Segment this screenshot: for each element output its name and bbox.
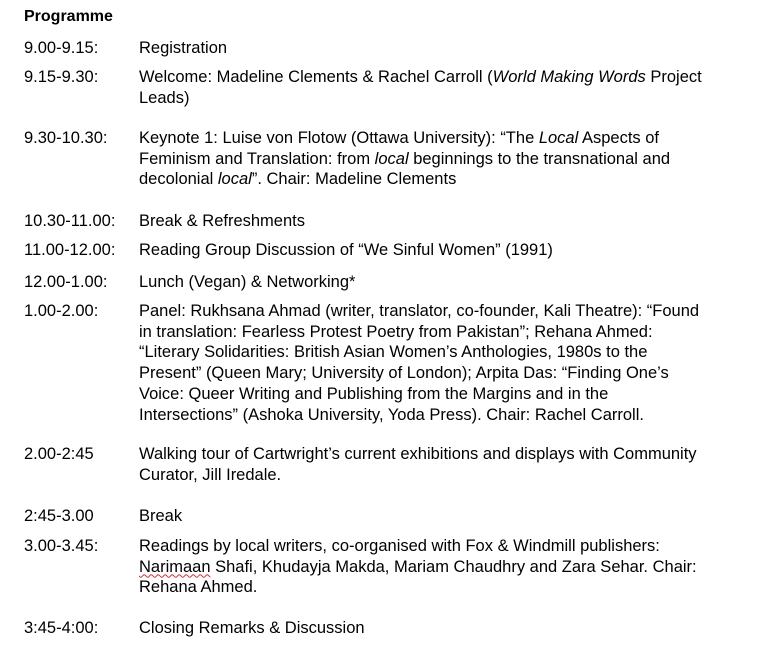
italic-text: World Making Words	[492, 68, 646, 86]
schedule-time: 10.30-11.00:	[24, 212, 116, 230]
text-segment: Break & Refreshments	[139, 212, 305, 230]
italic-text: local	[217, 170, 252, 189]
schedule-time: 9.15-9.30:	[24, 68, 99, 86]
schedule-description	[139, 618, 761, 639]
text-segment: Registration	[139, 39, 228, 57]
text-segment: Curator, Jill Iredale.	[139, 465, 282, 484]
schedule-description	[139, 38, 761, 59]
text-segment: Panel: Rukhsana Ahmad (writer, translator, co-founder, Kali Theatre): “Found	[139, 302, 700, 320]
description-line	[139, 38, 761, 59]
schedule-time: 9.00-9.15:	[24, 39, 99, 57]
description-line	[139, 128, 761, 149]
programme-heading: Programme	[24, 8, 113, 25]
text-segment: Keynote 1: Luise von Flotow (Ottawa University): “The	[139, 129, 539, 147]
text-segment: Welcome: Madeline Clements & Rachel Carroll (	[139, 68, 493, 86]
schedule-description	[139, 211, 761, 232]
text-segment: Intersections” (Ashoka University, Yoda Press). Chair: Rachel Carroll.	[139, 405, 644, 424]
description-line	[139, 557, 761, 578]
description-line	[139, 465, 761, 486]
italic-text: local	[374, 149, 409, 168]
schedule-time: 1.00-2.00:	[24, 302, 99, 320]
schedule-description	[139, 272, 761, 293]
schedule-description	[139, 128, 761, 190]
schedule-time: 2.00-2:45	[24, 445, 94, 463]
text-segment: “Literary Solidarities: British Asian Women’s Anthologies, 1980s to the	[139, 343, 648, 362]
schedule-time: 12.00-1.00:	[24, 273, 108, 291]
italic-text: Local	[538, 129, 579, 147]
description-line	[139, 240, 761, 261]
description-line	[139, 88, 761, 109]
schedule-time: 9.30-10.30:	[24, 129, 108, 147]
schedule-description	[139, 506, 761, 527]
schedule-description	[139, 301, 761, 425]
schedule-time: 2:45-3.00	[24, 507, 94, 525]
description-line	[139, 67, 761, 88]
text-segment: Voice: Queer Writing and Publishing from the Margins and in the	[139, 384, 609, 403]
schedule-time: 3.00-3.45:	[24, 537, 99, 555]
spellcheck-flagged-text: Narimaan	[139, 557, 211, 576]
description-line	[139, 342, 761, 363]
text-segment: Closing Remarks & Discussion	[139, 619, 365, 637]
description-line	[139, 405, 761, 426]
description-line	[139, 272, 761, 293]
text-segment: Readings by local writers, co-organised with Fox & Windmill publishers:	[139, 537, 660, 555]
description-line	[139, 444, 761, 465]
text-segment: Project	[645, 68, 702, 86]
text-segment: beginnings to the transnational and	[408, 149, 671, 168]
text-segment: Break	[139, 507, 183, 525]
description-line	[139, 384, 761, 405]
text-segment: ”. Chair: Madeline Clements	[251, 170, 457, 189]
text-segment: Rehana Ahmed.	[139, 578, 258, 597]
description-line	[139, 301, 761, 322]
description-line	[139, 536, 761, 557]
description-line	[139, 618, 761, 639]
text-segment: in translation: Fearless Protest Poetry from Pakistan”; Rehana Ahmed:	[139, 322, 653, 341]
text-segment: Aspects of	[578, 129, 659, 147]
description-line	[139, 577, 761, 598]
text-segment: Present” (Queen Mary; University of London); Arpita Das: “Finding One’s	[139, 364, 669, 383]
schedule-description	[139, 240, 761, 261]
text-segment: Lunch (Vegan) & Networking*	[139, 273, 356, 291]
text-segment: decolonial	[139, 170, 218, 189]
schedule-time: 3:45-4:00:	[24, 619, 99, 637]
description-line	[139, 322, 761, 343]
schedule-description	[139, 444, 761, 485]
text-segment: Leads)	[139, 88, 190, 107]
text-segment: Feminism and Translation: from	[139, 149, 375, 168]
description-line	[139, 506, 761, 527]
schedule-description	[139, 536, 761, 598]
description-line	[139, 211, 761, 232]
description-line	[139, 363, 761, 384]
schedule-description	[139, 67, 761, 108]
text-segment: Shafi, Khudayja Makda, Mariam Chaudhry and Zara Sehar. Chair:	[210, 557, 697, 576]
text-segment: Reading Group Discussion of “We Sinful Women” (1991)	[139, 241, 553, 259]
description-line	[139, 149, 761, 170]
description-line	[139, 169, 761, 190]
text-segment: Walking tour of Cartwright’s current exhibitions and displays with Community	[139, 445, 697, 463]
schedule-time: 11.00-12.00:	[24, 241, 116, 259]
